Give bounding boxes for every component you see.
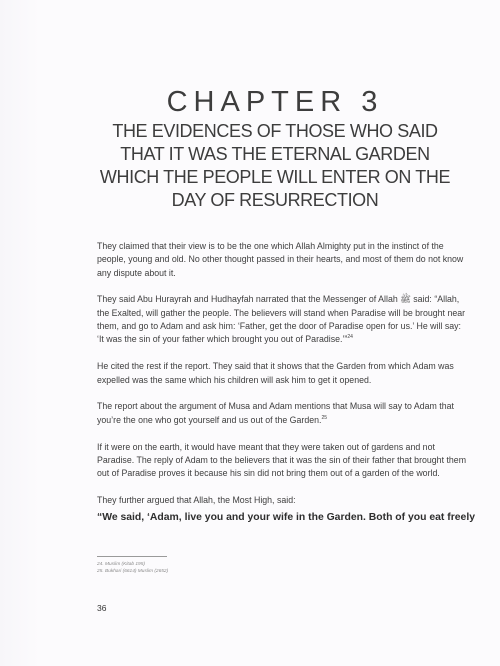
paragraph-text: He cited the rest if the report. They said that it shows that the Garden from which Adam was expelled was the same which his children will ask him to get it opened. xyxy=(97,361,454,385)
chapter-title-line: WHICH THE PEOPLE WILL ENTER ON THE xyxy=(99,167,451,187)
chapter-title-line: THAT IT WAS THE ETERNAL GARDEN xyxy=(120,144,430,164)
paragraph xyxy=(97,360,467,387)
footnote-ref: 24 xyxy=(347,334,353,341)
paragraph-text: They further argued that Allah, the Most High, said: xyxy=(97,495,296,506)
paragraph-text: If it were on the earth, it would have meant that they were taken out of gardens and not Paradise. The reply of Adam to the believers that it was the sin of their father that brought them out of Paradise proves it because his sin did not bring them out of a garden of the world. xyxy=(97,441,467,479)
footnote-ref: 25 xyxy=(321,414,328,421)
paragraph-text: They said Abu Hurayrah and Hudhayfah narrated that the Messenger of Allah ﷺ said: “Allah, the Exalted, will gather the people. The believers will stand when Paradise will be brought near them, and go to Adam and ask him: ‘Father, get the door of Paradise open for us.’ He will say: ‘It was the sin of your father which brought you out of Paradise.’” xyxy=(97,294,466,345)
chapter-heading xyxy=(95,86,455,212)
chapter-title-line: THE EVIDENCES OF THOSE WHO SAID xyxy=(112,121,438,141)
paragraph xyxy=(97,400,467,427)
chapter-title-line: DAY OF RESURRECTION xyxy=(171,190,379,210)
page-number: 36 xyxy=(97,603,107,613)
paragraph-text: The report about the argument of Musa and Adam mentions that Musa will say to Adam that you’re the one who got yourself and us out of the Garden. xyxy=(97,401,454,425)
paragraph-text: They claimed that their view is to be the one which Allah Almighty put in the instinct of the people, young and old. No other thought passed in their hearts, and most of them do not know any dispute about it. xyxy=(97,241,464,278)
footnotes xyxy=(97,561,297,575)
footnote: 24. Muslim (Kitab 195) xyxy=(97,562,145,567)
paragraph xyxy=(97,240,467,280)
chapter-title xyxy=(95,120,455,212)
paragraph xyxy=(97,494,467,507)
paragraph xyxy=(97,441,467,481)
quran-quote: “We said, ‘Adam, live you and your wife in the Garden. Both of you eat freely xyxy=(97,512,475,523)
footnote-divider xyxy=(97,556,167,557)
chapter-number: CHAPTER 3 xyxy=(166,86,384,118)
paragraph xyxy=(97,293,467,346)
footnote: 25. Bukhari (6614) Muslim (2652) xyxy=(97,569,169,574)
body-text xyxy=(97,240,467,507)
